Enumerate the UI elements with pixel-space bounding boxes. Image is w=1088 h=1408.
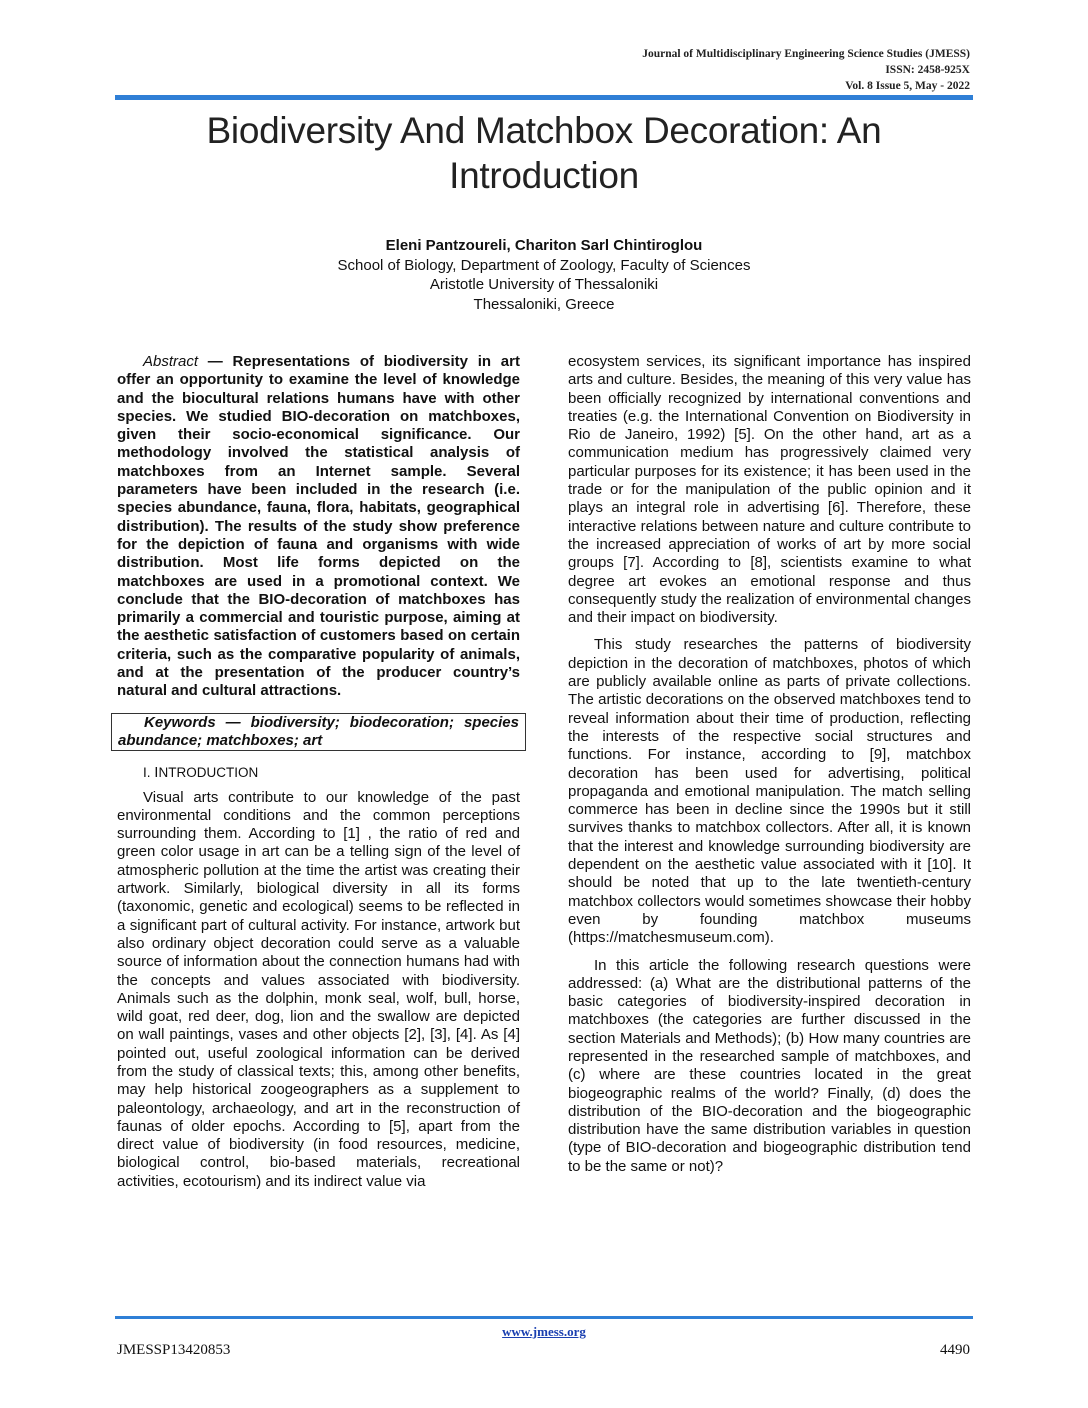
intro-paragraph-1: Visual arts contribute to our knowledge of the past environmental conditions and the common perceptions surrounding them. According to [1] , the ratio of red and green color usage in art can be a telling sign of the level of atmospheric pollution at the time the artist was creating their artwork. Similarly, biological diversity in all its forms (taxonomic, genetic and ecological) seems to be reflected in a significant part of cultural activity. For instance, artwork but also ordinary object decoration could serve as a valuable source of information about the connection humans had with the concepts and values associated with biodiversity. Animals such as the dolphin, monk seal, wolf, bull, horse, wild goat, red deer, dog, lion and the swallow are depicted on wall paintings, vases and other objects [2], [3], [4]. As [4] pointed out, useful zoological information can be derived from the study of classical texts; this, among other benefits, may help historical zoogeographers as a supplement to paleontology, archaeology, and art in the reconstruction of faunas of older epochs. According to [5], apart from the direct value of biodiversity (in food resources, medicine, biological control, bio-based materials, recreational activities, ecotourism) and its indirect value via <box>117 788 520 1190</box>
paragraph-gap <box>568 627 971 636</box>
abstract <box>117 353 520 701</box>
footer-rule <box>115 1316 973 1319</box>
paper-title <box>115 108 973 198</box>
section-number: I. <box>143 765 151 781</box>
right-column <box>568 353 971 1176</box>
section-heading-introduction <box>117 764 520 782</box>
intro-paragraph-1-continued: ecosystem services, its significant importance has inspired arts and culture. Besides, the meaning of this very value has been officially recognized by international conventions and treaties (e.g. the International Convention on Biodiversity in Rio de Janeiro, 1992) [5]. On the other hand, art as a communication medium has progressively claimed very particular purposes for its existence; it has been used in the trade or for the manipulation of the public opinion and it plays an integral role in advertising [6]. Therefore, these interactive relations between nature and culture contribute to the increased appreciation of works of art by more social groups [7]. According to [8], scientists examine to what degree art evokes an emotional response and thus consequently study the realization of environmental changes and their impact on biodiversity. <box>568 353 971 627</box>
left-column <box>117 353 520 1191</box>
author-block <box>115 236 973 314</box>
keywords-box <box>111 713 526 752</box>
intro-paragraph-2: This study researches the patterns of biodiversity depiction in the decoration of matchboxes, photos of which are publicly available online as parts of private collections. The artistic decorations on the observed matchboxes tend to reveal information about their time of production, reflecting the interests of the respective social structures and functions. For instance, according to [9], matchbox decoration has been used for advertising, political propaganda and emotional manipulation. The match selling commerce has been in decline since the 1990s but it still survives thanks to matchbox collectors. After all, it is known that the interest and knowledge surrounding biodiversity are dependent on the aesthetic value associated with it [10]. It should be noted that up to the late twentieth-century matchbox collectors would sometimes showcase their hobby even by founding matchbox museums (https://matchesmuseum.com). <box>568 636 971 947</box>
journal-name: Journal of Multidisciplinary Engineering Science Studies (JMESS) <box>642 48 970 60</box>
journal-url-link[interactable]: www.jmess.org <box>502 1324 586 1339</box>
paper-id: JMESSP13420853 <box>117 1342 231 1358</box>
affiliation-location: Thessaloniki, Greece <box>473 295 615 313</box>
journal-volume: Vol. 8 Issue 5, May - 2022 <box>845 80 970 92</box>
page-number: 4490 <box>940 1342 970 1358</box>
author-names: Eleni Pantzoureli, Chariton Sarl Chintiroglou <box>385 237 703 254</box>
abstract-lead: Abstract <box>143 353 199 370</box>
section-initial: I <box>154 764 159 782</box>
journal-issn: ISSN: 2458-925X <box>885 64 970 76</box>
intro-paragraph-3: In this article the following research questions were addressed: (a) What are the distributional patterns of the basic categories of biodiversity-inspired decoration in matchboxes (the categories are further discussed in the section Materials and Methods); (b) How many countries are represented in the researched sample of matchboxes, and (c) where are these countries located in the great biogeographic realms of the world? Finally, (d) does the distribution of the BIO-decoration and the biogeographic distribution have the same distribution variables in question (type of BIO-decoration and biogeographic distribution tend to be the same or not)? <box>568 956 971 1175</box>
affiliation-department: School of Biology, Department of Zoology, Faculty of Sciences <box>337 256 751 274</box>
title-line-1: Biodiversity And Matchbox Decoration: An <box>206 110 882 151</box>
section-smallcaps: NTRODUCTION <box>158 765 259 781</box>
abstract-text: — Representations of biodiversity in art offer an opportunity to examine the level of knowledge and the biocultural relations humans have with other species. We studied BIO-decoration on matchboxes, given their socio-economical significance. Our methodology involved the statistical analysis of matchboxes from an Internet sample. Several parameters have been included in the research (i.e. species abundance, fauna, flora, habitats, geographical distribution). The results of the study show preference for the depiction of fauna and organisms with wide distribution. Most life forms depicted on the matchboxes are used in a promotional context. We conclude that the BIO-decoration of matchboxes has primarily a commercial and touristic purpose, aiming at the aesthetic satisfaction of customers based on certain criteria, such as the comparative popularity of animals, and at the presentation of the producer country’s natural and cultural attractions. <box>117 353 520 700</box>
affiliation-university: Aristotle University of Thessaloniki <box>429 276 659 293</box>
journal-header <box>642 46 970 94</box>
keywords: Keywords — biodiversity; biodecoration; species abundance; matchboxes; art <box>118 713 519 749</box>
title-line-2: Introduction <box>449 155 639 196</box>
paragraph-gap <box>568 948 971 957</box>
header-rule <box>115 95 973 100</box>
